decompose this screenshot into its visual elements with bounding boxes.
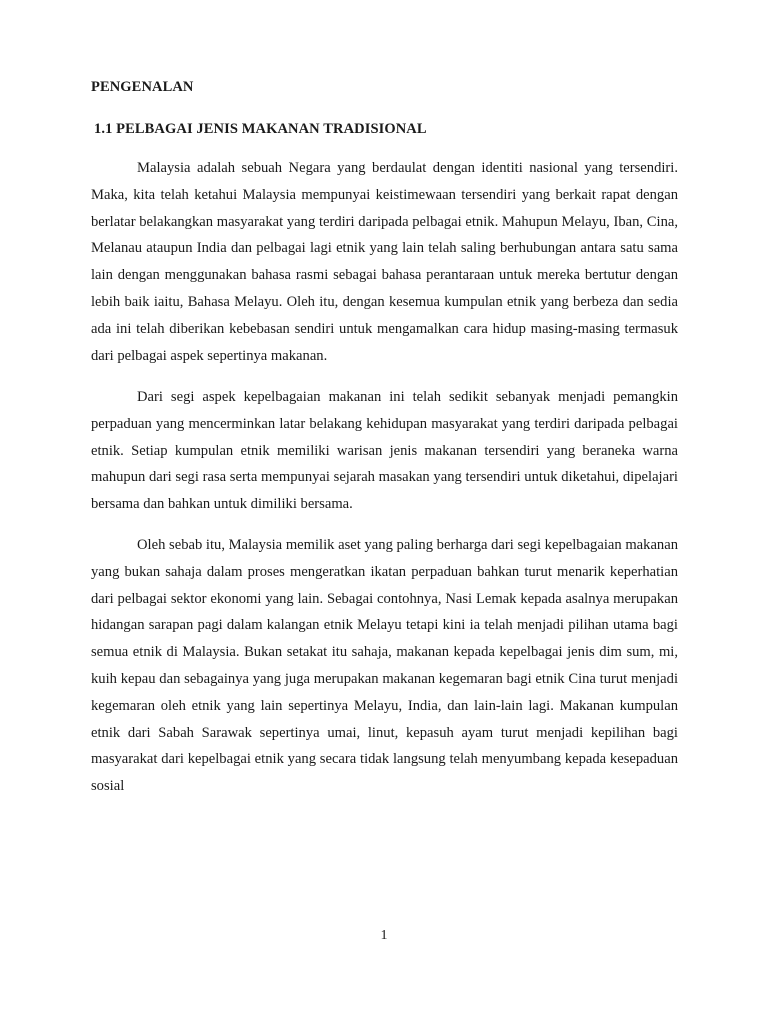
paragraph-3: Oleh sebab itu, Malaysia memilik aset yang paling berharga dari segi kepelbagaian makanan yang bukan sahaja dalam proses mengeratkan ikatan perpaduan bahkan turut menarik keperhatian dari pelbagai sektor ekonomi yang lain. Sebagai contohnya, Nasi Lemak kepada asalnya merupakan hidangan sarapan pagi dalam kalangan etnik Melayu tetapi kini ia telah menjadi pilihan utama bagi semua etnik di Malaysia. Bukan setakat itu sahaja, makanan kepada kepelbagai jenis dim sum, mi, kuih kepau dan sebagainya yang juga merupakan makanan kegemaran bagi etnik Cina turut menjadi kegemaran oleh etnik yang lain sepertinya Melayu, India, dan lain-lain lagi. Makanan kumpulan etnik dari Sabah Sarawak sepertinya umai, linut, kepasuh ayam turut menjadi kepilihan bagi masyarakat dari kepelbagai etnik yang secara tidak langsung telah menyumbang kepada kesepaduan sosial: [91, 537, 678, 795]
page-number: 1: [380, 928, 388, 943]
section-title: 1.1 PELBAGAI JENIS MAKANAN TRADISIONAL: [94, 121, 427, 137]
paragraph-2: Dari segi aspek kepelbagaian makanan ini telah sedikit sebanyak menjadi pemangkin perpaduan yang mencerminkan latar belakang kehidupan masyarakat yang terdiri daripada pelbagai etnik. Setiap kumpulan etnik memiliki warisan jenis makanan tersendiri yang beraneka warna mahupun dari segi rasa serta mempunyai sejarah masakan yang tersendiri untuk diketahui, dipelajari bersama dan bahkan untuk dimiliki bersama.: [91, 389, 678, 513]
page-heading: PENGENALAN: [91, 79, 194, 95]
paragraph-1: Malaysia adalah sebuah Negara yang berdaulat dengan identiti nasional yang tersendiri. Maka, kita telah ketahui Malaysia mempunyai keistimewaan tersendiri yang berkait rapat dengan berlatar belakangkan masyarakat yang terdiri daripada pelbagai etnik. Mahupun Melayu, Iban, Cina, Melanau ataupun India dan pelbagai lagi etnik yang lain telah saling berhubungan antara satu sama lain dengan menggunakan bahasa rasmi sebagai bahasa perantaraan untuk mereka bertutur dengan lebih baik iaitu, Bahasa Melayu. Oleh itu, dengan kesemua kumpulan etnik yang berbeza dan sedia ada ini telah diberikan kebebasan sendiri untuk mengamalkan cara hidup masing-masing termasuk dari pelbagai aspek sepertinya makanan.: [91, 160, 678, 364]
